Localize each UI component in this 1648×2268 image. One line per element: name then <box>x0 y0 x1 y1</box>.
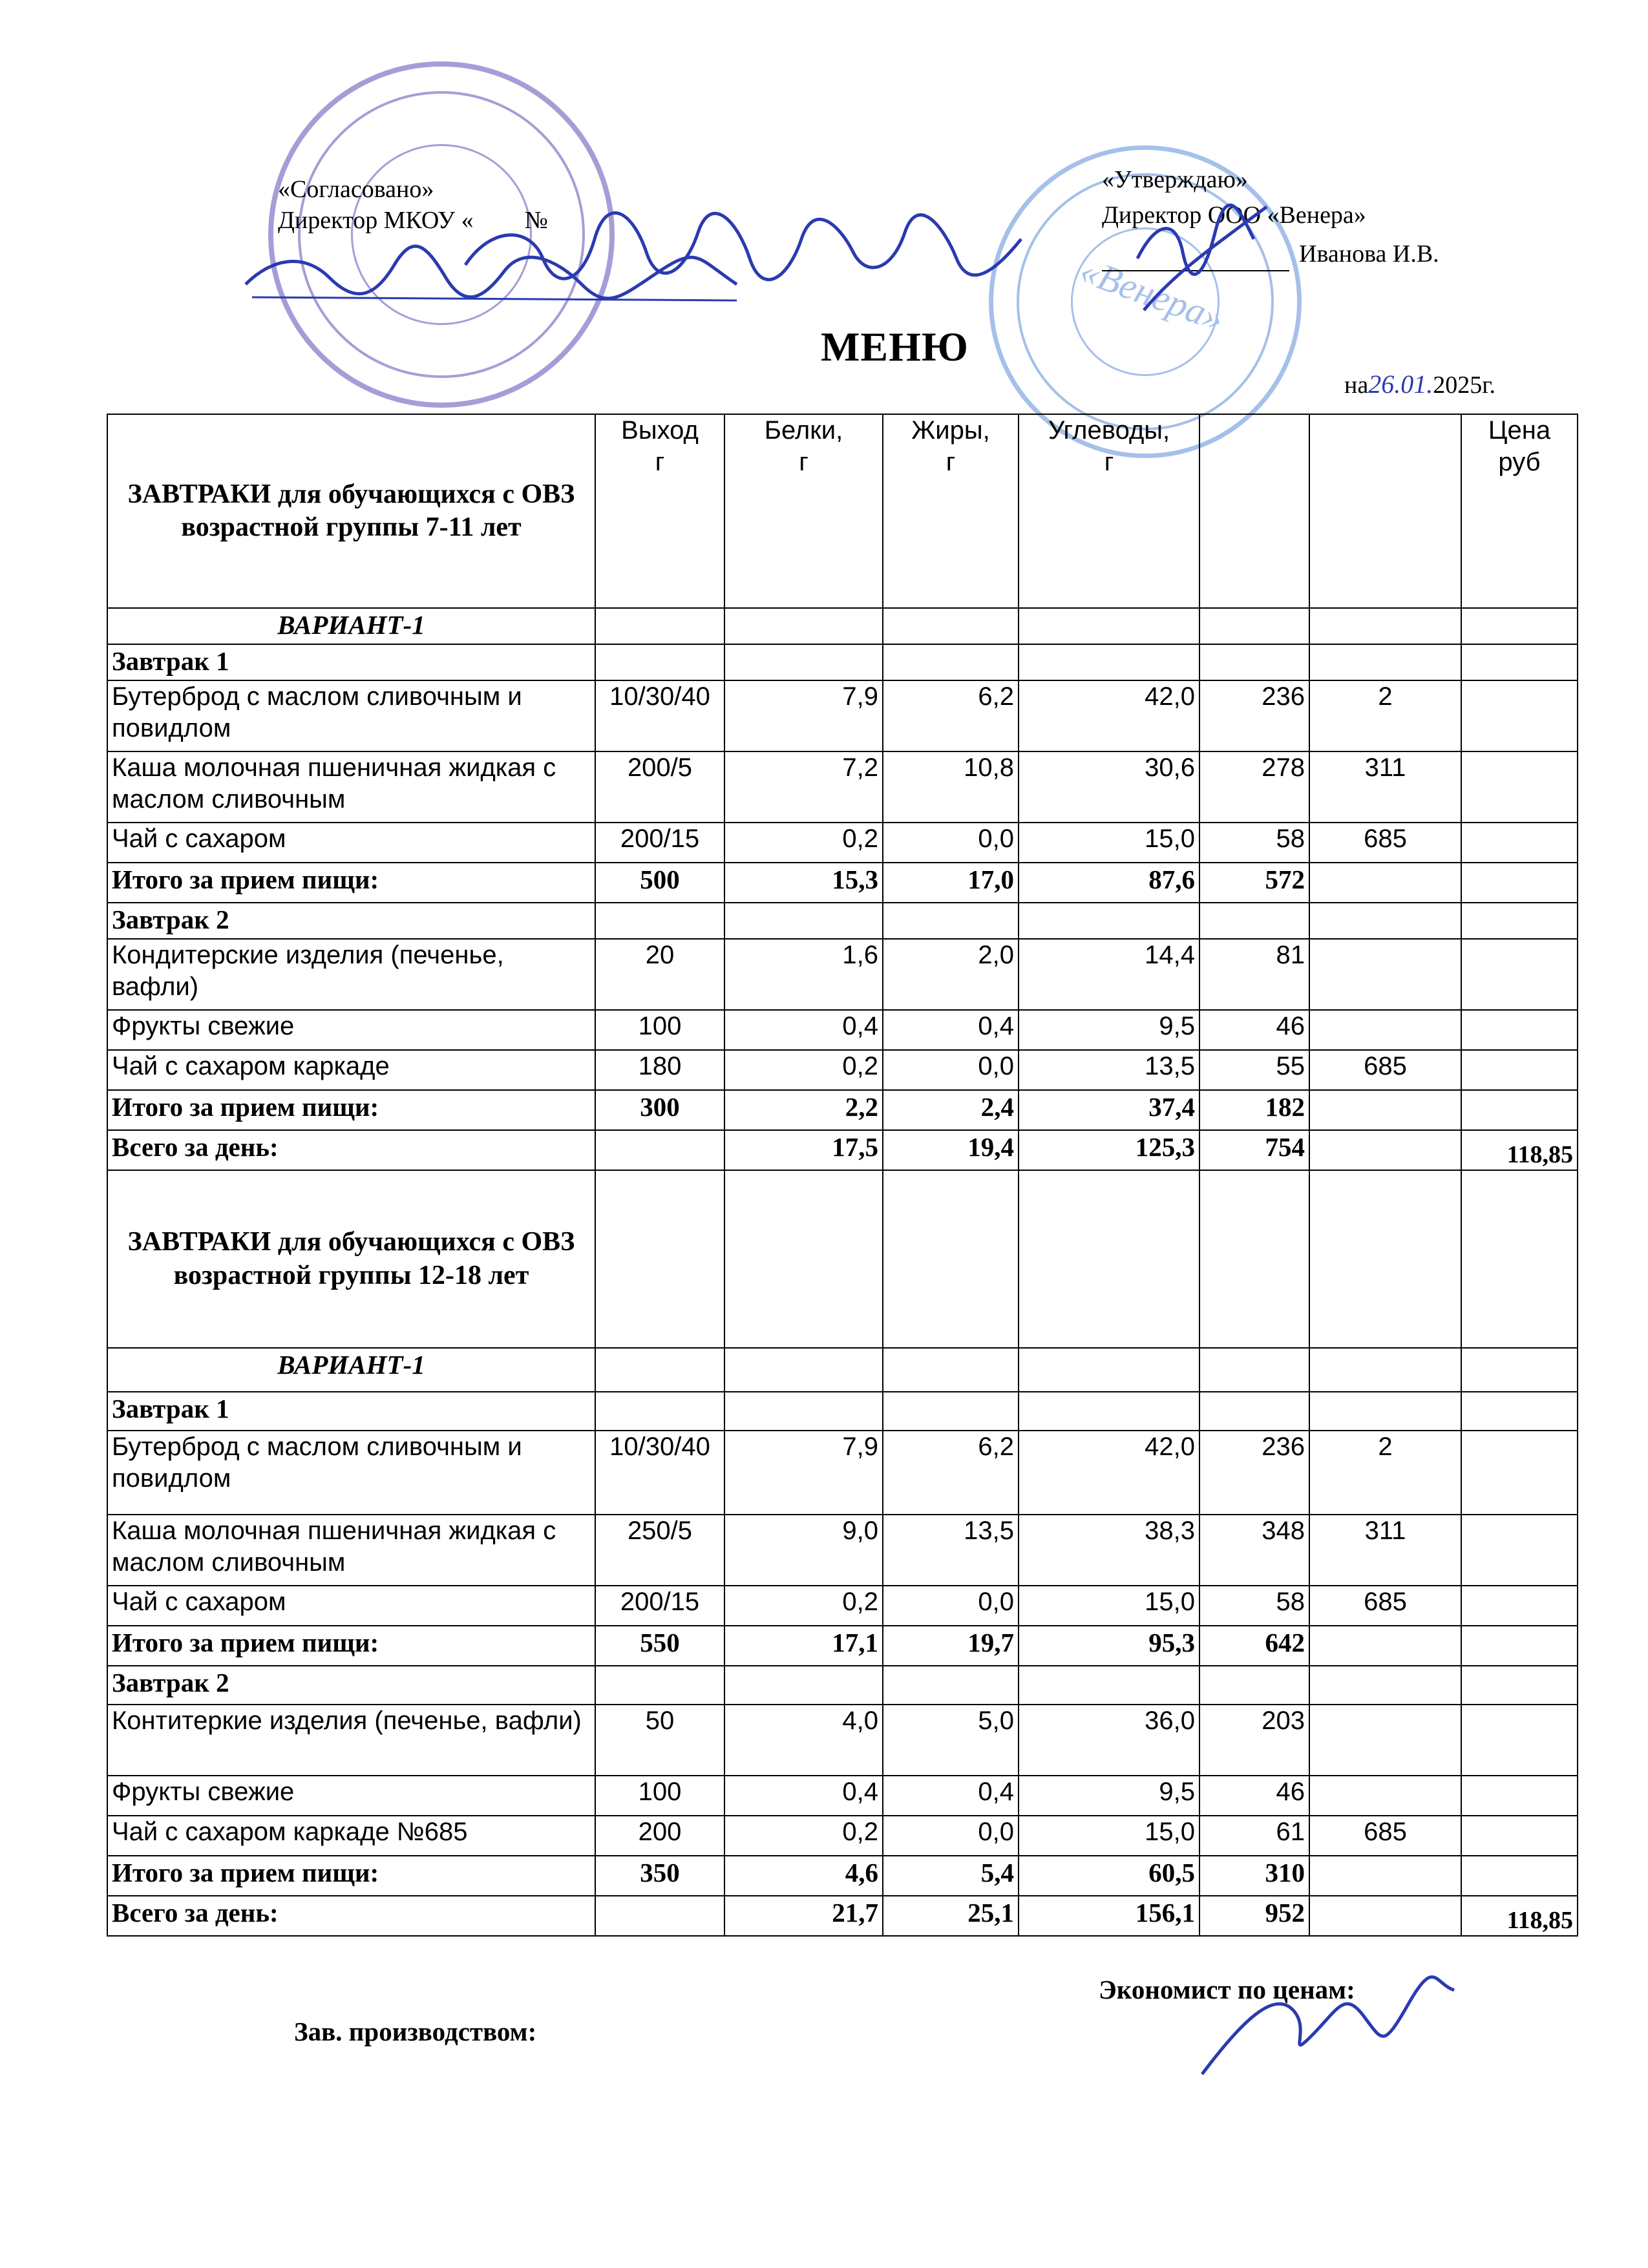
dish-name-cell: Чай с сахаром каркаде <box>107 1050 595 1090</box>
protein-cell: 7,9 <box>724 1431 883 1515</box>
right-director-name: Иванова И.В. <box>1299 240 1439 268</box>
fat-cell: 5,0 <box>883 1705 1019 1776</box>
dish-name-cell: Итого за прием пищи: <box>107 863 595 903</box>
carbs-cell: 156,1 <box>1019 1896 1199 1936</box>
kcal-cell: 182 <box>1199 1090 1309 1130</box>
yield-cell: 550 <box>595 1626 724 1666</box>
empty-cell <box>1019 608 1199 644</box>
kcal-cell: 58 <box>1199 1586 1309 1626</box>
empty-cell <box>724 608 883 644</box>
carbs-cell: 14,4 <box>1019 939 1199 1010</box>
recipe-number-cell: 685 <box>1309 823 1461 863</box>
kcal-cell: 58 <box>1199 823 1309 863</box>
kcal-cell: 278 <box>1199 751 1309 823</box>
recipe-number-cell <box>1309 939 1461 1010</box>
yield-cell: 500 <box>595 863 724 903</box>
empty-cell <box>595 1348 724 1392</box>
kcal-cell: 61 <box>1199 1816 1309 1856</box>
empty-cell <box>1199 644 1309 680</box>
kcal-cell: 55 <box>1199 1050 1309 1090</box>
price-cell <box>1461 1050 1578 1090</box>
yield-cell: 100 <box>595 1776 724 1816</box>
protein-cell: 0,2 <box>724 1050 883 1090</box>
recipe-number-cell: 685 <box>1309 1586 1461 1626</box>
meal-header-row <box>107 644 1578 680</box>
yield-cell: 200/15 <box>595 1586 724 1626</box>
carbs-cell: 42,0 <box>1019 680 1199 751</box>
carbs-cell: 38,3 <box>1019 1515 1199 1586</box>
price-cell <box>1461 1705 1578 1776</box>
meal-total-row <box>107 863 1578 903</box>
protein-cell: 0,2 <box>724 1816 883 1856</box>
recipe-number-cell <box>1309 863 1461 903</box>
empty-cell <box>1461 903 1578 939</box>
dish-row <box>107 1515 1578 1586</box>
price-cell <box>1461 863 1578 903</box>
empty-cell <box>724 1392 883 1431</box>
empty-cell <box>1309 1348 1461 1392</box>
dish-name-cell: Итого за прием пищи: <box>107 1626 595 1666</box>
empty-cell <box>1199 903 1309 939</box>
kcal-cell: 572 <box>1199 863 1309 903</box>
protein-cell: 15,3 <box>724 863 883 903</box>
empty-cell <box>595 608 724 644</box>
empty-cell <box>1309 1392 1461 1431</box>
menu-table <box>107 414 1578 1937</box>
yield-cell: 10/30/40 <box>595 680 724 751</box>
fat-cell: 0,0 <box>883 1050 1019 1090</box>
protein-cell: 7,9 <box>724 680 883 751</box>
recipe-number-cell: 685 <box>1309 1050 1461 1090</box>
section2-title: ЗАВТРАКИ для обучающихся с ОВЗ возрастной группы 12-18 лет <box>107 1170 595 1348</box>
price-cell <box>1461 1010 1578 1050</box>
meal-header-row <box>107 1392 1578 1431</box>
protein-cell: 4,6 <box>724 1856 883 1896</box>
carbs-cell: 15,0 <box>1019 823 1199 863</box>
dish-row <box>107 1586 1578 1626</box>
recipe-number-cell <box>1309 1130 1461 1170</box>
price-cell <box>1461 1856 1578 1896</box>
left-approval-label: «Согласовано» <box>278 176 434 203</box>
col-yield-header: Выход г <box>595 414 724 608</box>
yield-cell: 300 <box>595 1090 724 1130</box>
fat-cell: 0,0 <box>883 1816 1019 1856</box>
empty-cell <box>883 1392 1019 1431</box>
dish-name-cell: Кондитерские изделия (печенье, вафли) <box>107 939 595 1010</box>
yield-cell: 50 <box>595 1705 724 1776</box>
section1-header-row <box>107 414 1578 608</box>
empty-cell <box>1019 903 1199 939</box>
empty-cell <box>883 608 1019 644</box>
fat-cell: 6,2 <box>883 1431 1019 1515</box>
price-cell <box>1461 939 1578 1010</box>
fat-cell: 17,0 <box>883 863 1019 903</box>
col-recipe-header-cell <box>1309 414 1461 608</box>
carbs-cell: 125,3 <box>1019 1130 1199 1170</box>
col-carbs-header: Углеводы, г <box>1019 414 1199 608</box>
kcal-cell: 754 <box>1199 1130 1309 1170</box>
fat-cell: 2,4 <box>883 1090 1019 1130</box>
empty-cell <box>724 1348 883 1392</box>
meal-header-row-label: Завтрак 2 <box>107 903 595 939</box>
dish-name-cell: Бутерброд с маслом сливочным и повидлом <box>107 1431 595 1515</box>
price-cell <box>1461 1776 1578 1816</box>
menu-title: МЕНЮ <box>821 324 969 370</box>
dish-row <box>107 939 1578 1010</box>
empty-cell <box>1461 644 1578 680</box>
recipe-number-cell: 311 <box>1309 751 1461 823</box>
protein-cell: 9,0 <box>724 1515 883 1586</box>
empty-cell <box>595 903 724 939</box>
dish-row <box>107 1010 1578 1050</box>
empty-cell <box>724 1666 883 1705</box>
carbs-cell: 9,5 <box>1019 1010 1199 1050</box>
recipe-number-cell <box>1309 1626 1461 1666</box>
right-approval-label: «Утверждаю» <box>1102 166 1248 193</box>
yield-cell <box>595 1896 724 1936</box>
protein-cell: 4,0 <box>724 1705 883 1776</box>
section1-title: ЗАВТРАКИ для обучающихся с ОВЗ возрастной группы 7-11 лет <box>107 414 595 608</box>
price-cell <box>1461 1586 1578 1626</box>
empty-cell <box>724 644 883 680</box>
meal-total-row <box>107 1856 1578 1896</box>
empty-cell <box>883 1666 1019 1705</box>
fat-cell: 2,0 <box>883 939 1019 1010</box>
col-kcal-header-cell <box>1199 414 1309 608</box>
price-cell <box>1461 751 1578 823</box>
left-director-position: Директор МКОУ « № <box>278 206 548 234</box>
col-fat-header: Жиры, г <box>883 414 1019 608</box>
price-cell: 118,85 <box>1461 1896 1578 1936</box>
empty-cell <box>724 903 883 939</box>
day-total-row <box>107 1130 1578 1170</box>
yield-cell: 200/5 <box>595 751 724 823</box>
empty-cell <box>1461 1392 1578 1431</box>
yield-cell: 100 <box>595 1010 724 1050</box>
kcal-cell: 203 <box>1199 1705 1309 1776</box>
dish-name-cell: Каша молочная пшеничная жидкая с маслом сливочным <box>107 1515 595 1586</box>
yield-cell: 350 <box>595 1856 724 1896</box>
meal-header-row-label: Завтрак 2 <box>107 1666 595 1705</box>
meal-total-row <box>107 1090 1578 1130</box>
recipe-number-cell <box>1309 1090 1461 1130</box>
dish-row <box>107 751 1578 823</box>
dish-name-cell: Бутерброд с маслом сливочным и повидлом <box>107 680 595 751</box>
yield-cell: 180 <box>595 1050 724 1090</box>
empty-cell <box>883 903 1019 939</box>
empty-cell <box>1019 644 1199 680</box>
day-total-row <box>107 1896 1578 1936</box>
fat-cell: 19,7 <box>883 1626 1019 1666</box>
fat-cell: 6,2 <box>883 680 1019 751</box>
empty-cell <box>883 644 1019 680</box>
recipe-number-cell: 685 <box>1309 1816 1461 1856</box>
dish-row <box>107 1816 1578 1856</box>
fat-cell: 0,0 <box>883 823 1019 863</box>
dish-row <box>107 1776 1578 1816</box>
dish-row <box>107 1050 1578 1090</box>
protein-cell: 21,7 <box>724 1896 883 1936</box>
protein-cell: 0,4 <box>724 1776 883 1816</box>
carbs-cell: 15,0 <box>1019 1816 1199 1856</box>
empty-cell <box>1199 1666 1309 1705</box>
dish-name-cell: Всего за день: <box>107 1896 595 1936</box>
carbs-cell: 42,0 <box>1019 1431 1199 1515</box>
price-cell <box>1461 1626 1578 1666</box>
carbs-cell: 15,0 <box>1019 1586 1199 1626</box>
empty-cell <box>1461 608 1578 644</box>
recipe-number-cell <box>1309 1010 1461 1050</box>
col-protein-header: Белки, г <box>724 414 883 608</box>
kcal-cell: 952 <box>1199 1896 1309 1936</box>
kcal-cell: 46 <box>1199 1010 1309 1050</box>
empty-cell <box>1019 1348 1199 1392</box>
empty-cell <box>1019 1666 1199 1705</box>
fat-cell: 5,4 <box>883 1856 1019 1896</box>
empty-cell <box>1461 1666 1578 1705</box>
protein-cell: 2,2 <box>724 1090 883 1130</box>
protein-cell: 0,4 <box>724 1010 883 1050</box>
empty-cell <box>1309 903 1461 939</box>
price-cell: 118,85 <box>1461 1130 1578 1170</box>
yield-cell <box>595 1130 724 1170</box>
right-signature-line <box>1102 270 1289 271</box>
section2-body <box>107 1348 1578 1936</box>
empty-cell <box>1199 1348 1309 1392</box>
meal-header-row-label: Завтрак 1 <box>107 1392 595 1431</box>
protein-cell: 0,2 <box>724 1586 883 1626</box>
empty-cell <box>1199 608 1309 644</box>
protein-cell: 17,1 <box>724 1626 883 1666</box>
carbs-cell: 30,6 <box>1019 751 1199 823</box>
fat-cell: 0,4 <box>883 1010 1019 1050</box>
price-cell <box>1461 1515 1578 1586</box>
empty-cell <box>1309 608 1461 644</box>
kcal-cell: 642 <box>1199 1626 1309 1666</box>
empty-cell <box>1461 1348 1578 1392</box>
dish-row <box>107 1705 1578 1776</box>
section2-header-row <box>107 1170 1578 1348</box>
price-cell <box>1461 823 1578 863</box>
kcal-cell: 310 <box>1199 1856 1309 1896</box>
yield-cell: 20 <box>595 939 724 1010</box>
meal-header-row <box>107 903 1578 939</box>
protein-cell: 0,2 <box>724 823 883 863</box>
carbs-cell: 37,4 <box>1019 1090 1199 1130</box>
dish-name-cell: Контитеркие изделия (печенье, вафли) <box>107 1705 595 1776</box>
protein-cell: 1,6 <box>724 939 883 1010</box>
empty-cell <box>595 1392 724 1431</box>
kcal-cell: 81 <box>1199 939 1309 1010</box>
yield-cell: 250/5 <box>595 1515 724 1586</box>
empty-cell <box>1309 1666 1461 1705</box>
empty-cell <box>1019 1392 1199 1431</box>
yield-cell: 200 <box>595 1816 724 1856</box>
price-cell <box>1461 1816 1578 1856</box>
carbs-cell: 9,5 <box>1019 1776 1199 1816</box>
empty-cell <box>1309 644 1461 680</box>
fat-cell: 0,0 <box>883 1586 1019 1626</box>
dish-name-cell: Чай с сахаром каркаде №685 <box>107 1816 595 1856</box>
dish-name-cell: Итого за прием пищи: <box>107 1856 595 1896</box>
dish-name-cell: Фрукты свежие <box>107 1776 595 1816</box>
variant-row-label: ВАРИАНТ-1 <box>107 608 595 644</box>
dish-name-cell: Итого за прием пищи: <box>107 1090 595 1130</box>
empty-cell <box>883 1348 1019 1392</box>
kcal-cell: 348 <box>1199 1515 1309 1586</box>
col-price-header: Цена руб <box>1461 414 1578 608</box>
kcal-cell: 236 <box>1199 680 1309 751</box>
kcal-cell: 236 <box>1199 1431 1309 1515</box>
fat-cell: 25,1 <box>883 1896 1019 1936</box>
dish-name-cell: Фрукты свежие <box>107 1010 595 1050</box>
kcal-cell: 46 <box>1199 1776 1309 1816</box>
empty-cell <box>595 1666 724 1705</box>
right-director-position: Директор ООО «Венера» <box>1102 202 1366 229</box>
carbs-cell: 95,3 <box>1019 1626 1199 1666</box>
meal-total-row <box>107 1626 1578 1666</box>
yield-cell: 10/30/40 <box>595 1431 724 1515</box>
empty-cell <box>1199 1392 1309 1431</box>
recipe-number-cell: 2 <box>1309 1431 1461 1515</box>
dish-row <box>107 680 1578 751</box>
fat-cell: 0,4 <box>883 1776 1019 1816</box>
carbs-cell: 13,5 <box>1019 1050 1199 1090</box>
dish-name-cell: Чай с сахаром <box>107 1586 595 1626</box>
fat-cell: 10,8 <box>883 751 1019 823</box>
recipe-number-cell: 2 <box>1309 680 1461 751</box>
variant-row-label: ВАРИАНТ-1 <box>107 1348 595 1392</box>
recipe-number-cell <box>1309 1705 1461 1776</box>
price-cell <box>1461 1090 1578 1130</box>
empty-cell <box>595 644 724 680</box>
meal-header-row <box>107 1666 1578 1705</box>
protein-cell: 7,2 <box>724 751 883 823</box>
price-cell <box>1461 680 1578 751</box>
fat-cell: 13,5 <box>883 1515 1019 1586</box>
yield-cell: 200/15 <box>595 823 724 863</box>
recipe-number-cell <box>1309 1856 1461 1896</box>
meal-header-row-label: Завтрак 1 <box>107 644 595 680</box>
price-cell <box>1461 1431 1578 1515</box>
dish-name-cell: Каша молочная пшеничная жидкая с маслом сливочным <box>107 751 595 823</box>
dish-name-cell: Чай с сахаром <box>107 823 595 863</box>
variant-row <box>107 608 1578 644</box>
recipe-number-cell <box>1309 1896 1461 1936</box>
recipe-number-cell <box>1309 1776 1461 1816</box>
section1-body <box>107 608 1578 1170</box>
dish-name-cell: Всего за день: <box>107 1130 595 1170</box>
dish-row <box>107 1431 1578 1515</box>
right-company-stamp: «Венера» <box>989 145 1302 458</box>
carbs-cell: 60,5 <box>1019 1856 1199 1896</box>
recipe-number-cell: 311 <box>1309 1515 1461 1586</box>
carbs-cell: 87,6 <box>1019 863 1199 903</box>
menu-date: на26.01.2025г. <box>1344 370 1496 399</box>
footer-price-economist: Экономист по ценам: <box>1099 1975 1355 2004</box>
fat-cell: 19,4 <box>883 1130 1019 1170</box>
footer-production-manager: Зав. производством: <box>294 2017 537 2046</box>
dish-row <box>107 823 1578 863</box>
variant-row <box>107 1348 1578 1392</box>
protein-cell: 17,5 <box>724 1130 883 1170</box>
carbs-cell: 36,0 <box>1019 1705 1199 1776</box>
